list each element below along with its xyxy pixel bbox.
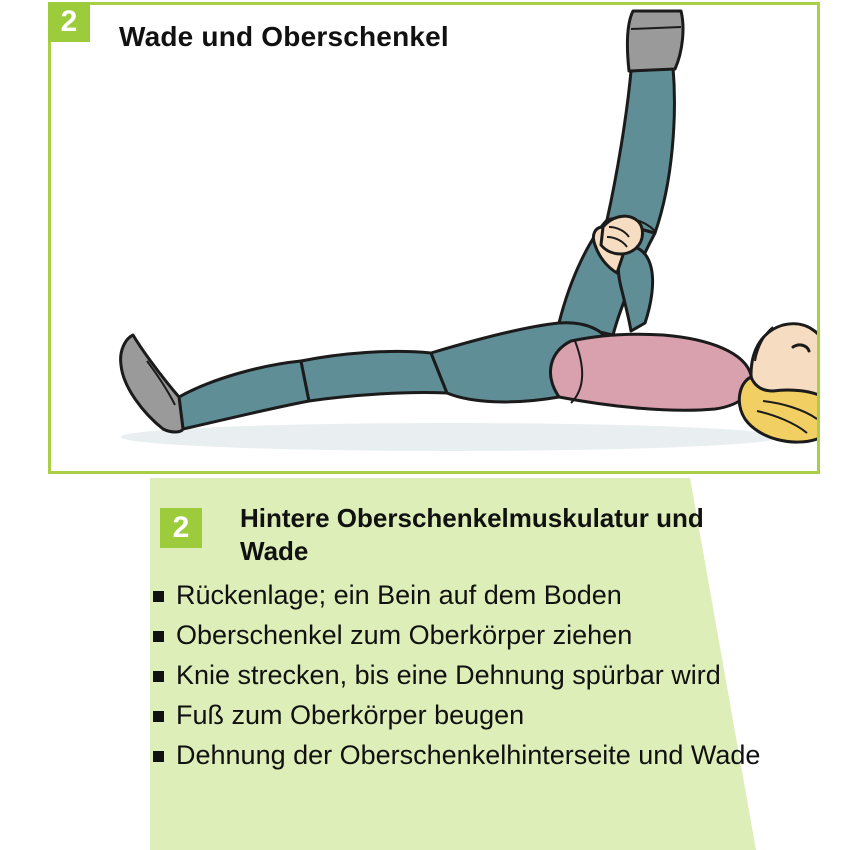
list-item [152, 576, 832, 614]
list-item [152, 616, 832, 654]
panel-step-badge: 2 [48, 2, 90, 42]
list-item [152, 696, 832, 734]
description-title: Hintere Oberschenkelmuskulatur und Wade [240, 503, 704, 566]
list-item-label: Oberschenkel zum Oberkörper ziehen [176, 620, 633, 650]
bullet-square-icon [153, 751, 164, 762]
illustration-panel [48, 2, 820, 474]
panel-title: Wade und Oberschenkel [119, 21, 449, 52]
instruction-list [152, 576, 832, 776]
list-item [152, 656, 832, 694]
bullet-square-icon [153, 671, 164, 682]
list-item-label: Rückenlage; ein Bein auf dem Boden [176, 580, 622, 610]
list-item-label: Dehnung der Oberschenkelhinterseite und Wade [176, 740, 761, 770]
bullet-square-icon [153, 591, 164, 602]
description-block [0, 478, 866, 850]
list-item [152, 736, 832, 774]
list-item-label: Knie strecken, bis eine Dehnung spürbar wird [176, 660, 721, 690]
exercise-illustration [51, 5, 817, 471]
bullet-square-icon [153, 711, 164, 722]
description-step-badge: 2 [160, 508, 202, 548]
list-item-label: Fuß zum Oberkörper beugen [176, 700, 525, 730]
bullet-square-icon [153, 631, 164, 642]
